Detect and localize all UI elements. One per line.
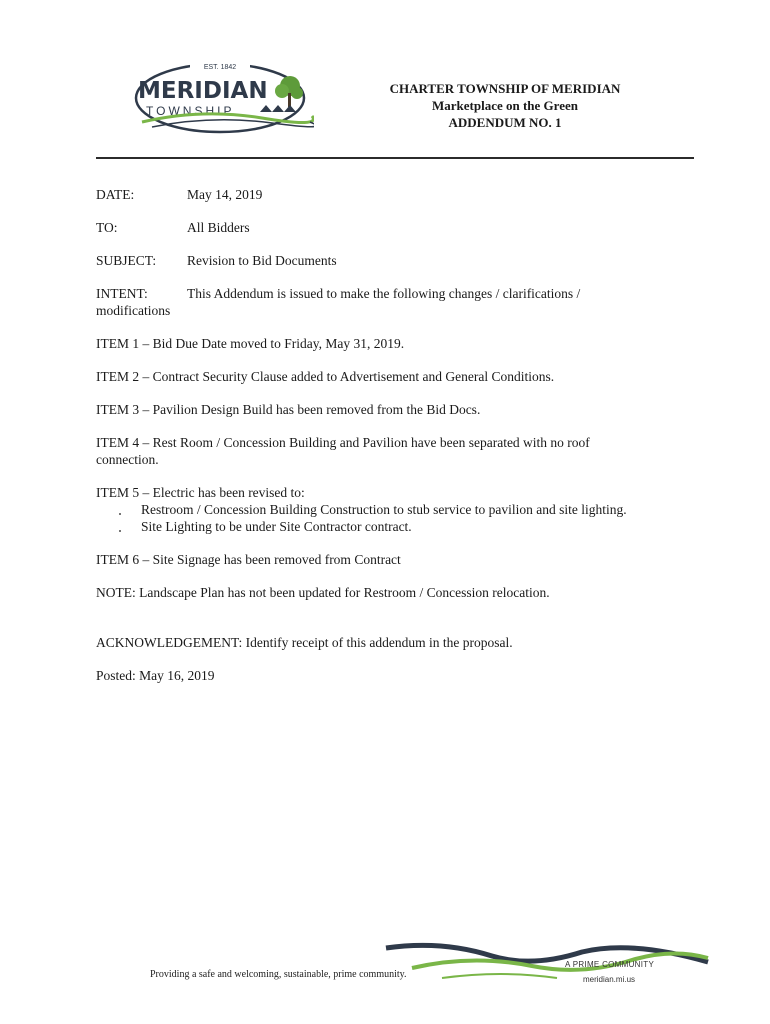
houses-icon [260, 105, 296, 112]
logo-name-bottom: TOWNSHIP [146, 104, 235, 118]
header-line-township: CHARTER TOWNSHIP OF MERIDIAN [389, 81, 621, 96]
item-5-bullet-restroom: Restroom / Concession Building Construction to stub service to pavilion and site lighting. [96, 501, 696, 518]
item-6: ITEM 6 – Site Signage has been removed from Contract [96, 552, 401, 567]
footer-tagline: Providing a safe and welcoming, sustainable, prime community. [150, 969, 407, 980]
to-row [96, 219, 696, 236]
meridian-township-logo [132, 60, 314, 138]
intent-row [96, 285, 696, 319]
note: NOTE: Landscape Plan has not been updated for Restroom / Concession relocation. [96, 585, 550, 600]
item-1: ITEM 1 – Bid Due Date moved to Friday, May 31, 2019. [96, 336, 405, 351]
item-2: ITEM 2 – Contract Security Clause added to Advertisement and General Conditions. [96, 369, 555, 384]
date-value: May 14, 2019 [187, 187, 263, 202]
document-header [360, 80, 650, 131]
document-body [96, 186, 696, 700]
date-row [96, 186, 696, 203]
header-line-addendum: ADDENDUM NO. 1 [448, 115, 562, 130]
intent-continuation: modifications [96, 303, 171, 318]
subject-label: SUBJECT: [96, 253, 157, 268]
subject-value: Revision to Bid Documents [187, 253, 337, 268]
footer-url: meridian.mi.us [583, 975, 636, 984]
footer-swoosh-graphic [382, 938, 710, 986]
item-5-heading: ITEM 5 – Electric has been revised to: [96, 485, 305, 500]
date-label: DATE: [96, 187, 135, 202]
logo-est-text: EST. 1842 [203, 64, 237, 71]
intent-value: This Addendum is issued to make the following changes / clarifications / [187, 286, 581, 301]
to-value: All Bidders [187, 220, 250, 235]
acknowledgement: ACKNOWLEDGEMENT: Identify receipt of this addendum in the proposal. [96, 635, 513, 650]
footer-prime-community: A PRIME COMMUNITY [565, 960, 655, 969]
posted-date: Posted: May 16, 2019 [96, 668, 215, 683]
item-5 [96, 484, 696, 535]
item-5-bullets [96, 501, 696, 535]
header-divider [96, 157, 694, 159]
logo-name-top: MERIDIAN [138, 78, 268, 104]
item-3: ITEM 3 – Pavilion Design Build has been removed from the Bid Docs. [96, 402, 481, 417]
item-4-line-1: ITEM 4 – Rest Room / Concession Building and Pavilion have been separated with no roof [96, 435, 590, 450]
intent-label: INTENT: [96, 286, 148, 301]
item-4-line-2: connection. [96, 452, 159, 467]
item-5-bullet-site-lighting: Site Lighting to be under Site Contractor contract. [96, 518, 696, 535]
item-4 [96, 434, 696, 468]
subject-row [96, 252, 696, 269]
header-line-project: Marketplace on the Green [432, 98, 578, 113]
to-label: TO: [96, 220, 118, 235]
